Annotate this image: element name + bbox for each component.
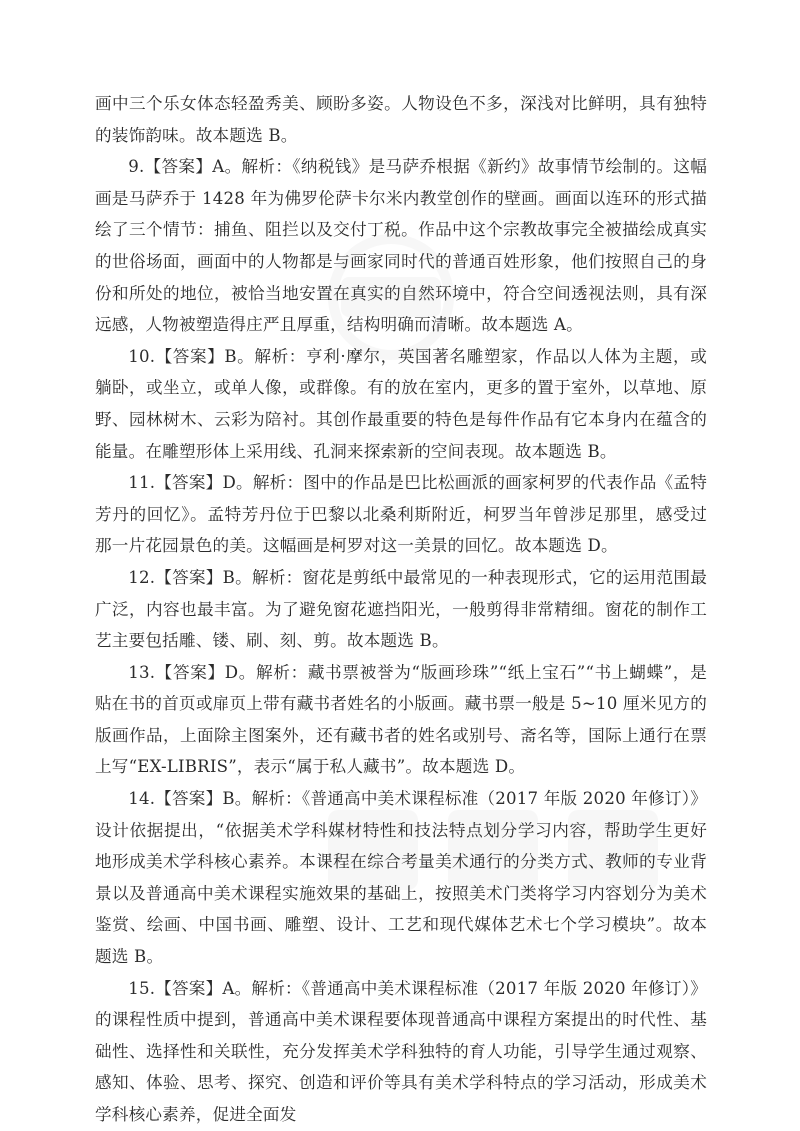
answer-paragraph-13: 13.【答案】D。解析：藏书票被誉为“版画珍珠”“纸上宝石”“书上蝴蝶”，是贴在书的首页或扉页上带有藏书者姓名的小版画。藏书票一般是 5~10 厘米见方的版画作品，上面除主图案外，还有藏书者的姓名或别号、斋名等，国际上通行在票上写“EX-LIBRIS”，表示“属于私人藏书”。故本题选 D。: [95, 662, 707, 777]
answer-paragraph-9: 9.【答案】A。解析：《纳税钱》是马萨乔根据《新约》故事情节绘制的。这幅画是马萨乔于 1428 年为佛罗伦萨卡尔米内教堂创作的壁画。画面以连环的形式描绘了三个情节：捕鱼、阻拦以及交付丁税。作品中这个宗教故事完全被描绘成真实的世俗场面，画面中的人物都是与画家同时代的普通百姓形象，他们按照自己的身份和所处的地位，被恰当地安置在真实的自然环境中，符合空间透视法则，具有深远感，人物被塑造得庄严且厚重，结构明确而清晰。故本题选 A。: [95, 157, 707, 335]
document-body: [95, 88, 707, 1131]
answer-paragraph-15: 15.【答案】A。解析：《普通高中美术课程标准（2017 年版 2020 年修订）》的课程性质中提到，普通高中美术课程要体现普通高中课程方案提出的时代性、基础性、选择性和关联性，充分发挥美术学科独特的育人功能，引导学生通过观察、感知、体验、思考、探究、创造和评价等具有美术学科特点的学习活动，形成美术学科核心素养，促进全面发: [95, 978, 707, 1124]
answer-paragraph-11: 11.【答案】D。解析：图中的作品是巴比松画派的画家柯罗的代表作品《孟特芳丹的回忆》。孟特芳丹位于巴黎以北桑利斯附近，柯罗当年曾涉足那里，感受过那一片花园景色的美。这幅画是柯罗对这一美景的回忆。故本题选 D。: [95, 473, 707, 556]
answer-paragraph-12: 12.【答案】B。解析：窗花是剪纸中最常见的一种表现形式，它的运用范围最广泛，内容也最丰富。为了避免窗花遮挡阳光，一般剪得非常精细。窗花的制作工艺主要包括雕、镂、刷、刻、剪。故本题选 B。: [95, 567, 707, 651]
answer-paragraph-10: 10.【答案】B。解析：亨利·摩尔，英国著名雕塑家，作品以人体为主题，或躺卧，或坐立，或单人像，或群像。有的放在室内，更多的置于室外，以草地、原野、园林树木、云彩为陪衬。其创作最重要的特色是每件作品有它本身内在蕴含的能量。在雕塑形体上采用线、孔洞来探索新的空间表现。故本题选 B。: [95, 346, 707, 461]
paragraph-continuation: 画中三个乐女体态轻盈秀美、顾盼多姿。人物设色不多，深浅对比鲜明，具有独特的装饰韵味。故本题选 B。: [95, 94, 707, 145]
answer-paragraph-14: 14.【答案】B。解析：《普通高中美术课程标准（2017 年版 2020 年修订）》设计依据提出，“依据美术学科媒材特性和技法特点划分学习内容，帮助学生更好地形成美术学科核心素养。本课程在综合考量美术通行的分类方式、教师的专业背景以及普通高中美术课程实施效果的基础上，按照美术门类将学习内容划分为美术鉴赏、绘画、中国书画、雕塑、设计、工艺和现代媒体艺术七个学习模块”。故本题选 B。: [95, 789, 707, 967]
